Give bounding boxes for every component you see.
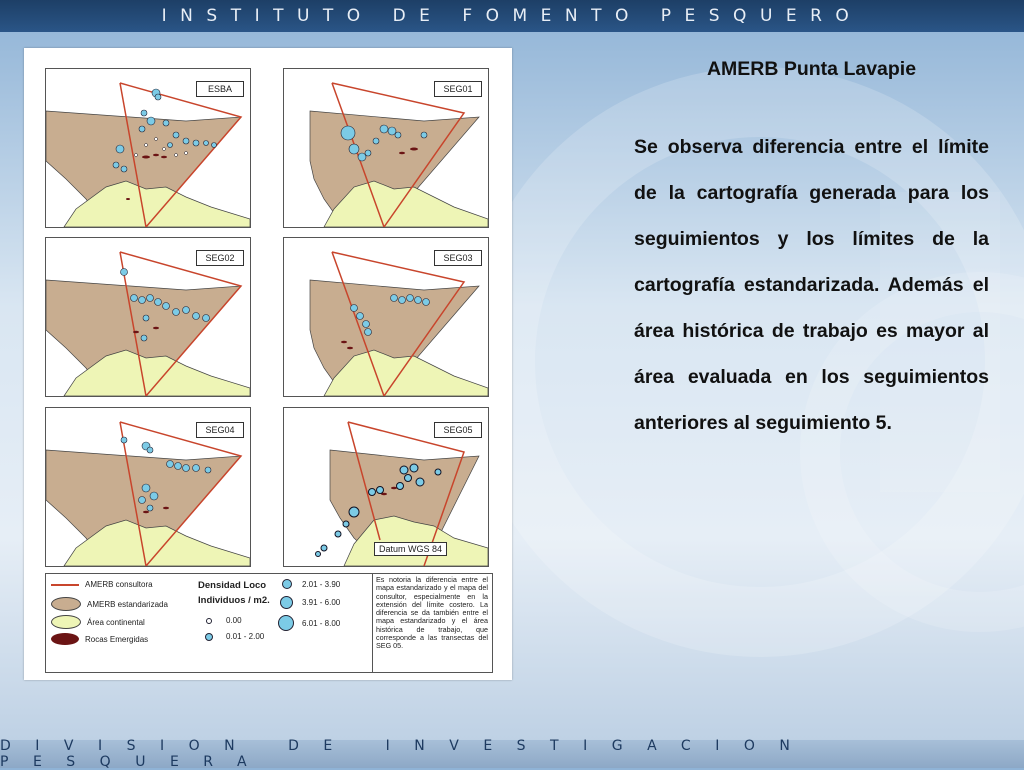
legend-item-area-continental: [51, 615, 145, 629]
density-class-2: [282, 579, 340, 589]
circle-icon: [280, 596, 293, 609]
map-legend: [45, 573, 493, 673]
map-panel-seg03: [283, 237, 489, 397]
panel-label: ESBA: [196, 81, 244, 97]
map-panel-seg04: [45, 407, 251, 567]
legend-divider: [372, 574, 373, 672]
density-units: Individuos / m2.: [198, 595, 270, 606]
header-banner: [0, 0, 1024, 32]
density-class-label: 0.01 - 2.00: [226, 632, 265, 641]
darkred-ellipse-icon: [51, 633, 79, 645]
density-class-label: 0.00: [226, 616, 242, 625]
map-panel-seg02: [45, 237, 251, 397]
legend-item-label: Rocas Emergidas: [85, 634, 149, 644]
map-panel-seg05: [283, 407, 489, 567]
circle-icon: [205, 633, 213, 641]
legend-item-label: AMERB consultora: [85, 580, 153, 589]
legend-item-amerb-consultora: [51, 580, 153, 589]
map-panel-seg01: [283, 68, 489, 228]
legend-note: Es notoria la diferencia entre el mapa estandarizado y el mapa del consultor, especialmente en la extensión del límite costero. La diferencia se da también entre el mapa estandarizado y el área histórica de trabajo, que corresponde a las transectas del SEG 05.: [376, 575, 488, 651]
panel-label: SEG05: [434, 422, 482, 438]
density-class-3: [280, 596, 340, 609]
datum-label: Datum WGS 84: [374, 542, 447, 556]
header-banner-text: INSTITUTO DE FOMENTO PESQUERO: [161, 6, 863, 26]
density-title: Densidad Loco: [198, 580, 267, 591]
slide-title: AMERB Punta Lavapie: [706, 58, 917, 80]
legend-item-label: AMERB estandarizada: [87, 599, 168, 609]
slide-body-text: Se observa diferencia entre el límite de la cartografía generada para los seguimientos y los límites de la cartografía estandarizada. Además el área histórica de trabajo es mayor al área evaluada en los seguimientos anteriores al seguimiento 5.: [634, 136, 989, 434]
tan-ellipse-icon: [51, 597, 81, 611]
panel-label: SEG02: [196, 250, 244, 266]
density-class-label: 3.91 - 6.00: [302, 598, 341, 607]
panel-label: SEG01: [434, 81, 482, 97]
legend-item-rocas-emergidas: [51, 633, 148, 645]
map-panel-esba: [45, 68, 251, 228]
density-class-1: [205, 632, 264, 641]
footer-banner: [0, 740, 1024, 768]
legend-item-label: Área continental: [87, 617, 145, 627]
panel-label: SEG04: [196, 422, 244, 438]
density-class-4: [278, 615, 340, 631]
density-class-label: 2.01 - 3.90: [302, 579, 341, 589]
footer-banner-text: DIVISION DE INVESTIGACION PESQUERA: [0, 738, 815, 770]
circle-icon: [278, 615, 294, 631]
circle-icon: [206, 618, 212, 624]
red-line-icon: [51, 584, 79, 586]
green-ellipse-icon: [51, 615, 81, 629]
panel-label: SEG03: [434, 250, 482, 266]
density-class-label: 6.01 - 8.00: [302, 618, 341, 628]
maps-figure: [24, 48, 512, 680]
density-class-0: [206, 616, 242, 625]
legend-item-amerb-estandarizada: [51, 597, 168, 611]
circle-icon: [282, 579, 292, 589]
